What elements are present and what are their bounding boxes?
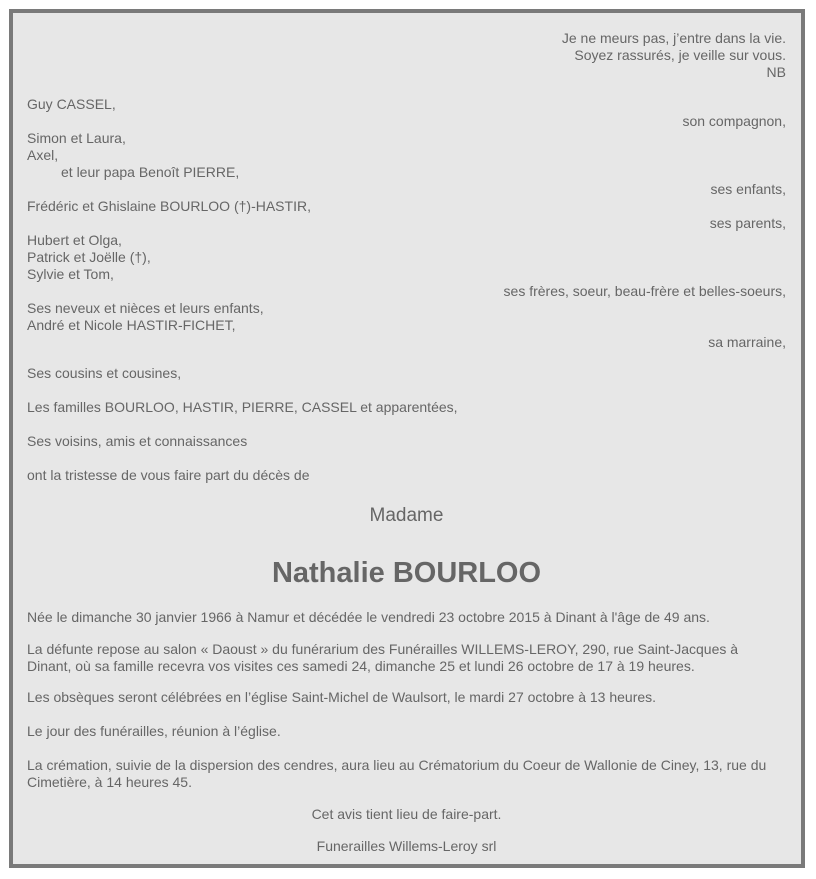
service-paragraph: Les obsèques seront célébrées en l’église Saint-Michel de Waulsort, le mardi 27 octobre à 13 heures. (27, 689, 657, 705)
obituary-card (9, 9, 805, 868)
family-line: et leur papa Benoît PIERRE, (61, 164, 240, 180)
notice-line: Cet avis tient lieu de faire-part. (311, 806, 502, 822)
family-role: ses frères, soeur, beau-frère et belles-soeurs, (503, 283, 786, 299)
family-role: son compagnon, (682, 113, 786, 129)
birth-death-paragraph: Née le dimanche 30 janvier 1966 à Namur et décédée le vendredi 23 octobre 2015 à Dinant à l'âge de 49 ans. (27, 609, 710, 625)
family-line: Simon et Laura, (27, 130, 126, 146)
epigraph-line-2: Soyez rassurés, je veille sur vous. (574, 47, 786, 63)
announcement-line: ont la tristesse de vous faire part du décès de (27, 467, 310, 483)
family-line: Axel, (27, 147, 59, 163)
deceased-name: Nathalie BOURLOO (271, 557, 542, 589)
funeral-company: Funerailles Willems-Leroy srl (316, 838, 497, 854)
family-line: Ses voisins, amis et connaissances (27, 433, 248, 449)
viewing-paragraph: La défunte repose au salon « Daoust » du funérarium des Funérailles WILLEMS-LEROY, 290, rue Saint-Jacques à Dinant, où sa famille recevra vos visites ces samedi 24, dimanche 25 et lundi 26 octobre de 17 à 19 heures. (27, 641, 739, 674)
family-line: Patrick et Joëlle (†), (27, 249, 151, 265)
cremation-paragraph: La crémation, suivie de la dispersion des cendres, aura lieu au Crématorium du Coeur de Wallonie de Ciney, 13, rue du Cimetière, à 14 heures 45. (27, 757, 767, 790)
family-role: sa marraine, (708, 334, 786, 350)
family-line: Ses cousins et cousines, (27, 365, 182, 381)
family-line: Frédéric et Ghislaine BOURLOO (†)-HASTIR, (27, 198, 311, 214)
family-role: ses parents, (709, 215, 786, 231)
family-line: Ses neveux et nièces et leurs enfants, (27, 300, 264, 316)
family-line: Guy CASSEL, (27, 96, 116, 112)
epigraph-line-1: Je ne meurs pas, j’entre dans la vie. (561, 30, 786, 46)
family-line: Hubert et Olga, (27, 232, 122, 248)
family-line: Les familles BOURLOO, HASTIR, PIERRE, CASSEL et apparentées, (27, 399, 458, 415)
epigraph-signature: NB (766, 64, 786, 80)
deceased-title: Madame (369, 505, 444, 526)
family-line: André et Nicole HASTIR-FICHET, (27, 317, 236, 333)
family-role: ses enfants, (710, 181, 786, 197)
family-line: Sylvie et Tom, (27, 266, 114, 282)
obituary-content (27, 13, 786, 864)
gathering-paragraph: Le jour des funérailles, réunion à l’église. (27, 723, 281, 739)
